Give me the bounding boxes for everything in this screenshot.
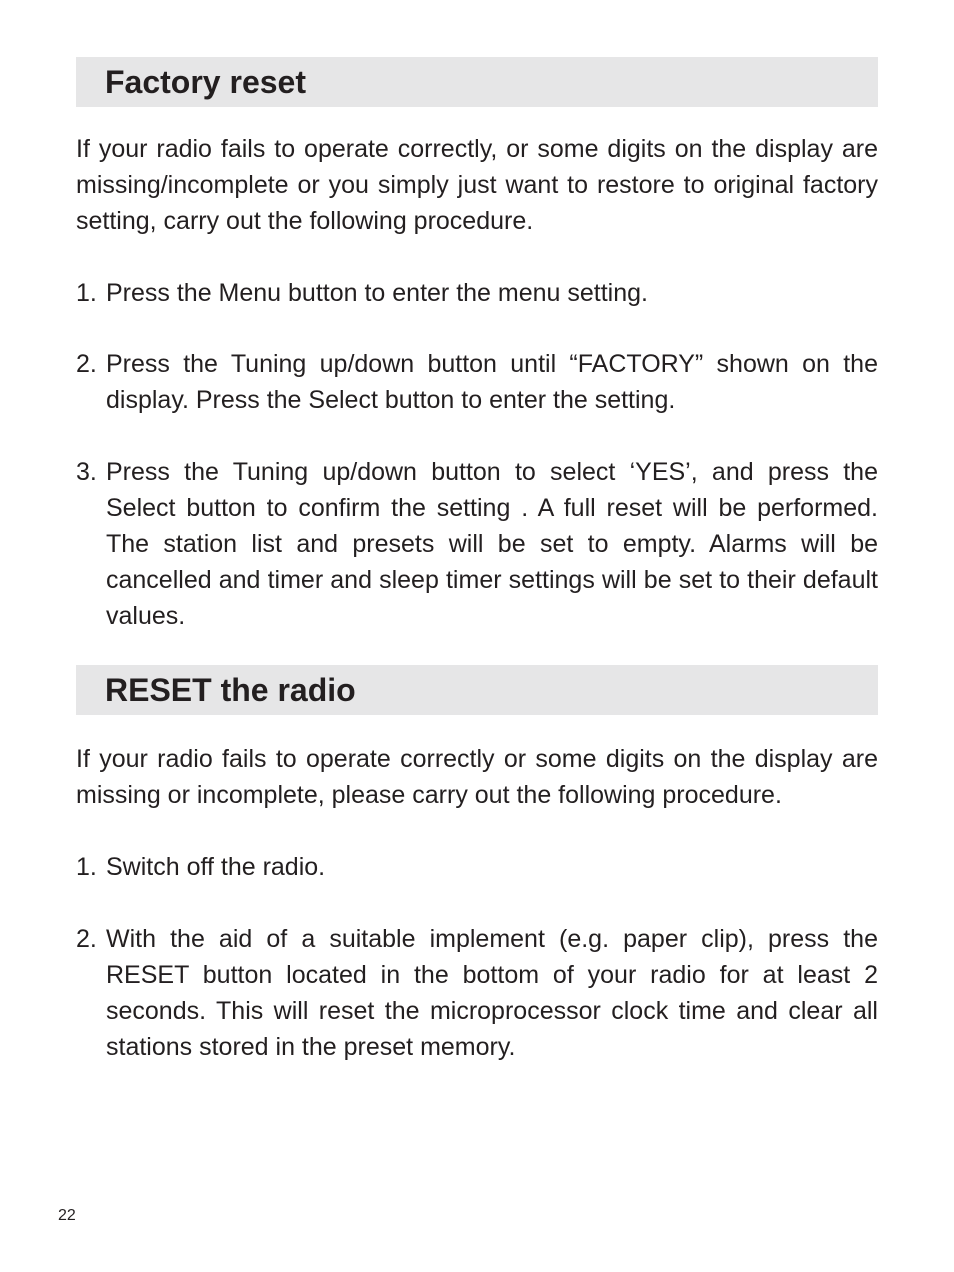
reset-radio-intro: If your radio fails to operate correctly or some digits on the display are missing or incomplete, please carry out the following procedure. — [76, 745, 878, 809]
step-number: 2. — [76, 925, 97, 953]
factory-reset-step-2 — [76, 346, 878, 418]
page-number: 22 — [58, 1207, 76, 1224]
step-text: Switch off the radio. — [106, 853, 326, 881]
reset-radio-step-2 — [76, 921, 878, 1065]
step-number: 1. — [76, 279, 97, 307]
factory-reset-header — [76, 57, 878, 107]
step-number: 3. — [76, 458, 97, 486]
reset-radio-header — [76, 665, 878, 715]
step-text: Press the Tuning up/down button until “FACTORY” shown on the display. Press the Select button to enter the setting. — [106, 350, 878, 414]
factory-reset-step-1 — [76, 275, 878, 311]
reset-radio-step-1 — [76, 849, 878, 885]
factory-reset-step-3 — [76, 454, 878, 634]
step-text: With the aid of a suitable implement (e.g. paper clip), press the RESET button located in the bottom of your radio for at least 2 seconds. This will reset the microprocessor clock time and clear all stations stored in the preset memory. — [106, 925, 878, 1061]
step-text: Press the Menu button to enter the menu setting. — [106, 279, 648, 307]
reset-radio-title: RESET the radio — [105, 672, 356, 708]
step-number: 2. — [76, 350, 97, 378]
step-number: 1. — [76, 853, 97, 881]
step-text: Press the Tuning up/down button to select ‘YES’, and press the Select button to confirm the setting . A full reset will be performed. The station list and presets will be set to empty. Alarms will be cancelled and timer and sleep timer settings will be set to their default values. — [106, 458, 878, 630]
factory-reset-intro: If your radio fails to operate correctly, or some digits on the display are missing/incomplete or you simply just want to restore to original factory setting, carry out the following procedure. — [76, 135, 878, 235]
factory-reset-title: Factory reset — [105, 64, 306, 100]
